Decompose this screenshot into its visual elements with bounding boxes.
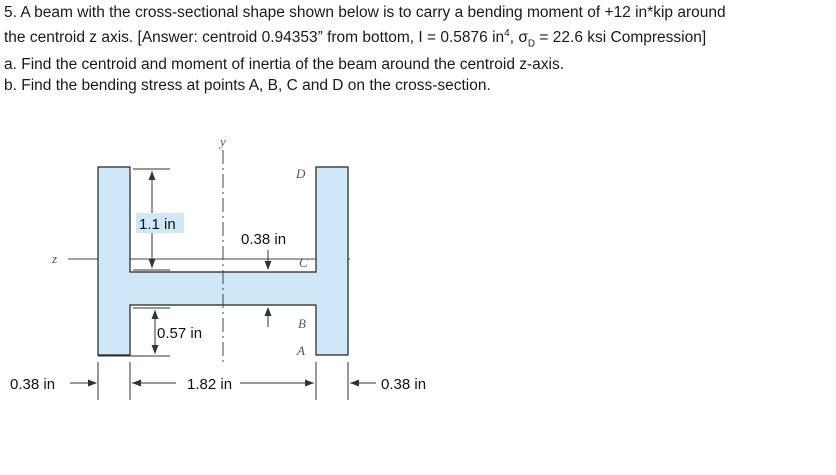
dim-inner-width-label: 1.82 in <box>187 376 233 393</box>
flange-arrow-top <box>265 261 272 270</box>
dim-left-web-label: 0.38 in <box>10 376 56 393</box>
axis-y-label: y <box>220 134 226 149</box>
point-c-label: C <box>299 255 308 270</box>
point-b-label: B <box>298 316 306 331</box>
dim-bottom-arrow-up <box>152 310 159 319</box>
dim-bottom-height-label: 0.57 in <box>157 325 203 342</box>
dim-top-height-label: 1.1 in <box>139 216 176 233</box>
dim-left-web-arrow <box>88 380 97 387</box>
problem-line-2: the centroid z axis. [Answer: centroid 0.94353” from bottom, I = 0.5876 $in^4$, $\sigma_D = 22.6$ ksi Compression] <box>4 28 707 50</box>
dim-right-web-arrow <box>350 380 359 387</box>
problem-line-1: 5. A beam with the cross-sectional shape shown below is to carry a bending moment of +12 in*kip around <box>4 4 726 21</box>
part-b: b. Find the bending stress at points A, B, C and D on the cross-section. <box>4 77 491 95</box>
flange-arrow-bottom <box>265 307 272 316</box>
dim-bottom-arrow-down <box>152 345 159 354</box>
point-a-label: A <box>297 343 305 358</box>
dim-flange-thickness-label: 0.38 in <box>241 231 287 248</box>
dim-top-arrow-down <box>149 259 156 268</box>
dim-top-arrow-up <box>149 171 156 180</box>
point-d-label: D <box>296 166 306 181</box>
dim-inner-arrow-right <box>305 380 314 387</box>
axis-z-label: z <box>52 251 58 266</box>
dim-right-web-label: 0.38 in <box>381 376 427 393</box>
dim-inner-arrow-left <box>132 380 141 387</box>
part-a: a. Find the centroid and moment of inertia of the beam around the centroid z-axis. <box>4 56 565 74</box>
